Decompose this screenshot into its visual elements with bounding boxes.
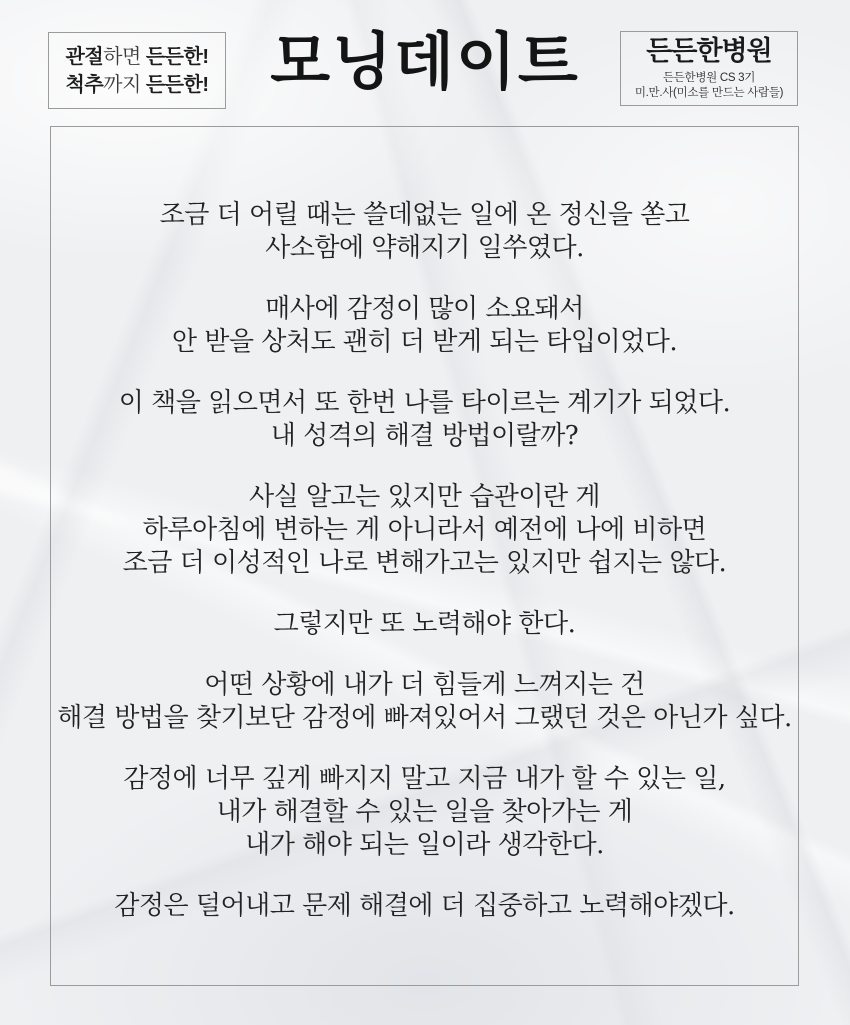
text-line: 사실 알고는 있지만 습관이란 게 (248, 482, 601, 512)
paragraph (51, 481, 798, 580)
paragraph (51, 293, 798, 359)
text-line: 하루아침에 변하는 게 아니라서 예전에 나에 비하면 (142, 515, 707, 545)
slogan-segment: 든든한! (145, 45, 209, 68)
text-line: 어떤 상황에 내가 더 힘들게 느껴지는 건 (204, 670, 645, 700)
paragraph (51, 890, 798, 923)
text-line: 내 성격의 해결 방법이랄까? (270, 421, 579, 451)
text-line: 조금 더 어릴 때는 쓸데없는 일에 온 정신을 쏟고 (159, 200, 690, 230)
paragraph (51, 199, 798, 265)
text-line: 매사에 감정이 많이 소요돼서 (265, 294, 584, 324)
text-line: 감정은 덜어내고 문제 해결에 더 집중하고 노력해야겠다. (114, 891, 735, 921)
text-line: 내가 해야 되는 일이라 생각한다. (245, 830, 604, 860)
slogan-segment: 관절 (65, 45, 104, 68)
content-box (50, 126, 799, 986)
slogan-segment: 든든한! (145, 73, 209, 96)
slogan-segment: 하면 (103, 45, 146, 68)
hospital-subtitle-2: 미.만.사(미소를 만드는 사람들) (634, 87, 784, 99)
hospital-badge (620, 31, 798, 106)
page-title: 모닝데이트 (270, 25, 580, 98)
text-line: 해결 방법을 찾기보단 감정에 빠져있어서 그랬던 것은 아닌가 싶다. (57, 703, 792, 733)
paragraph (51, 669, 798, 735)
text-line: 그렇지만 또 노력해야 한다. (273, 609, 576, 639)
text-line: 감정에 너무 깊게 빠지지 말고 지금 내가 할 수 있는 일, (123, 764, 726, 794)
text-line: 조금 더 이성적인 나로 변해가고는 있지만 쉽지는 않다. (122, 548, 727, 578)
slogan-segment: 까지 (103, 73, 146, 96)
text-line: 내가 해결할 수 있는 일을 찾아가는 게 (216, 797, 633, 827)
paragraph (51, 387, 798, 453)
text-line: 안 받을 상처도 괜히 더 받게 되는 타입이었다. (171, 327, 678, 357)
slogan-segment: 척추 (65, 73, 104, 96)
paragraph (51, 608, 798, 641)
paragraph (51, 763, 798, 862)
hospital-subtitle-1: 든든한병원 CS 3기 (662, 72, 756, 84)
text-line: 사소함에 약해지기 일쑤였다. (265, 233, 584, 263)
text-line: 이 책을 읽으면서 또 한번 나를 타이르는 계기가 되었다. (118, 388, 731, 418)
hospital-name: 든든한병원 (646, 36, 772, 66)
